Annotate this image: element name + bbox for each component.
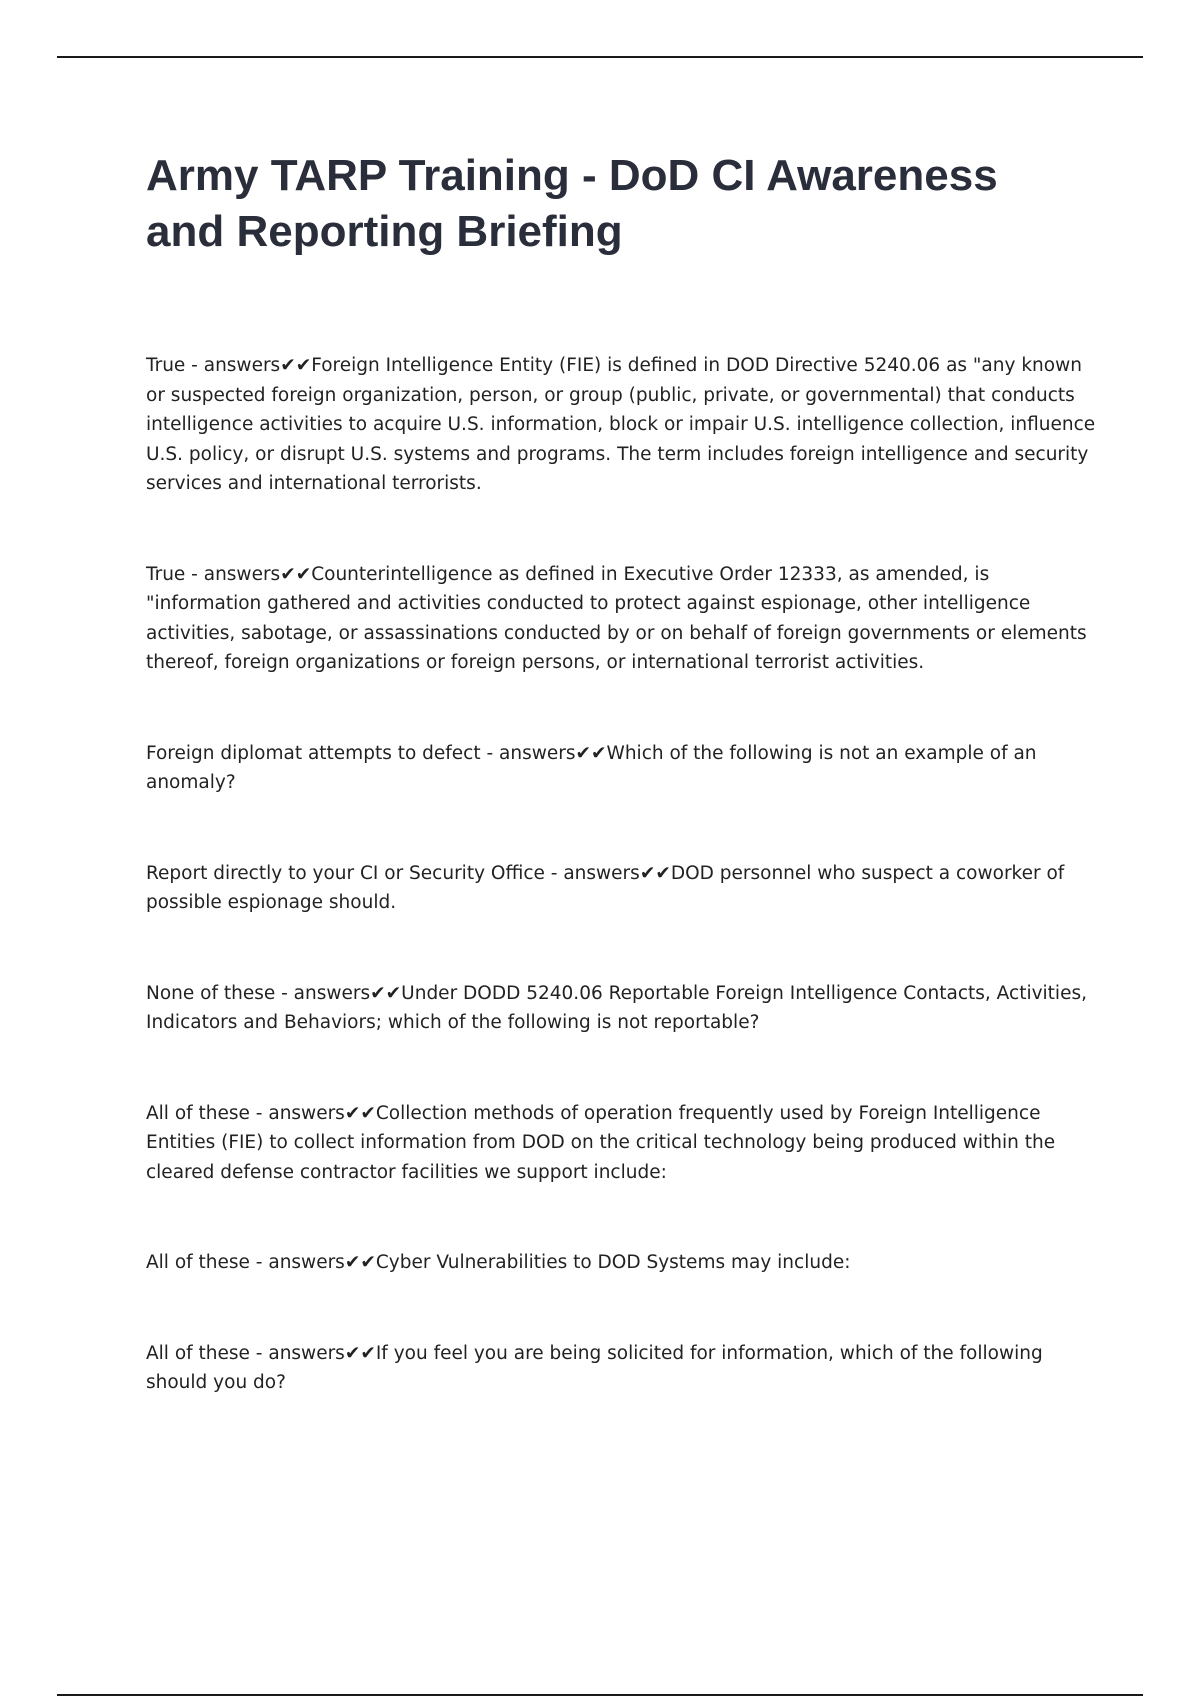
double-checkmark-icon: ✔✔: [280, 355, 312, 376]
top-divider: [57, 56, 1143, 58]
qa-answer: All of these: [146, 1102, 250, 1124]
answers-separator: - answers: [185, 563, 281, 585]
qa-answer: All of these: [146, 1342, 250, 1364]
double-checkmark-icon: ✔✔: [344, 1252, 376, 1273]
qa-answer: Report directly to your CI or Security Office: [146, 862, 545, 884]
double-checkmark-icon: ✔✔: [280, 563, 312, 585]
qa-question: If you feel you are being solicited for information, which of the following should you do?: [146, 1342, 1043, 1393]
answers-separator: - answers: [249, 1342, 345, 1364]
answers-separator: - answers: [275, 982, 371, 1004]
answers-separator: - answers: [544, 862, 640, 884]
double-checkmark-icon: ✔✔: [575, 742, 607, 764]
qa-item: [146, 1339, 1096, 1398]
qa-question: DOD personnel who suspect a coworker of possible espionage should.: [146, 862, 1065, 913]
qa-item: [146, 351, 1096, 499]
document-title: Army TARP Training - DoD CI Awareness and Reporting Briefing: [146, 151, 998, 256]
qa-item: [146, 560, 1096, 678]
qa-question: Under DODD 5240.06 Reportable Foreign Intelligence Contacts, Activities, Indicators and Behaviors; which of the following is not reportable?: [146, 982, 1087, 1033]
qa-question: Which of the following is not an example of an anomaly?: [146, 742, 1037, 793]
qa-answer: All of these: [146, 1252, 250, 1273]
qa-question: Collection methods of operation frequently used by Foreign Intelligence Entities (FIE) to collect information from DOD on the critical technology being produced within the cleared defense contractor facilities we support include:: [146, 1102, 1056, 1183]
answers-separator: - answers: [249, 1252, 345, 1273]
qa-item: [146, 979, 1096, 1038]
qa-answer: Foreign diplomat attempts to defect: [146, 742, 481, 764]
answers-separator: - answers: [249, 1102, 345, 1124]
answers-separator: - answers: [185, 355, 281, 376]
qa-answer: None of these: [146, 982, 276, 1004]
double-checkmark-icon: ✔✔: [639, 862, 671, 884]
answers-separator: - answers: [480, 742, 576, 764]
qa-question: Foreign Intelligence Entity (FIE) is defined in DOD Directive 5240.06 as "any known or suspected foreign organization, person, or group (public, private, or governmental) that conducts intelligence activities to acquire U.S. information, block or impair U.S. intelligence collection, influence U.S. policy, or disrupt U.S. systems and programs. The term includes foreign intelligence and security services and international terrorists.: [146, 355, 1096, 494]
qa-item: [146, 1099, 1096, 1188]
qa-item: [146, 859, 1096, 918]
qa-question: Cyber Vulnerabilities to DOD Systems may include:: [375, 1252, 851, 1273]
double-checkmark-icon: ✔✔: [370, 982, 402, 1004]
double-checkmark-icon: ✔✔: [344, 1342, 376, 1364]
qa-answer: True: [146, 563, 186, 585]
qa-list: [146, 351, 1096, 1398]
document-body: [146, 148, 1096, 1459]
qa-item: [146, 1248, 1096, 1278]
bottom-divider: [57, 1694, 1143, 1696]
double-checkmark-icon: ✔✔: [344, 1102, 376, 1124]
qa-answer: True: [146, 355, 186, 376]
qa-item: [146, 739, 1096, 798]
qa-question: Counterintelligence as defined in Executive Order 12333, as amended, is "information gathered and activities conducted to protect against espionage, other intelligence activities, sabotage, or assassinations conducted by or on behalf of foreign governments or elements thereof, foreign organizations or foreign persons, or international terrorist activities.: [146, 563, 1087, 673]
